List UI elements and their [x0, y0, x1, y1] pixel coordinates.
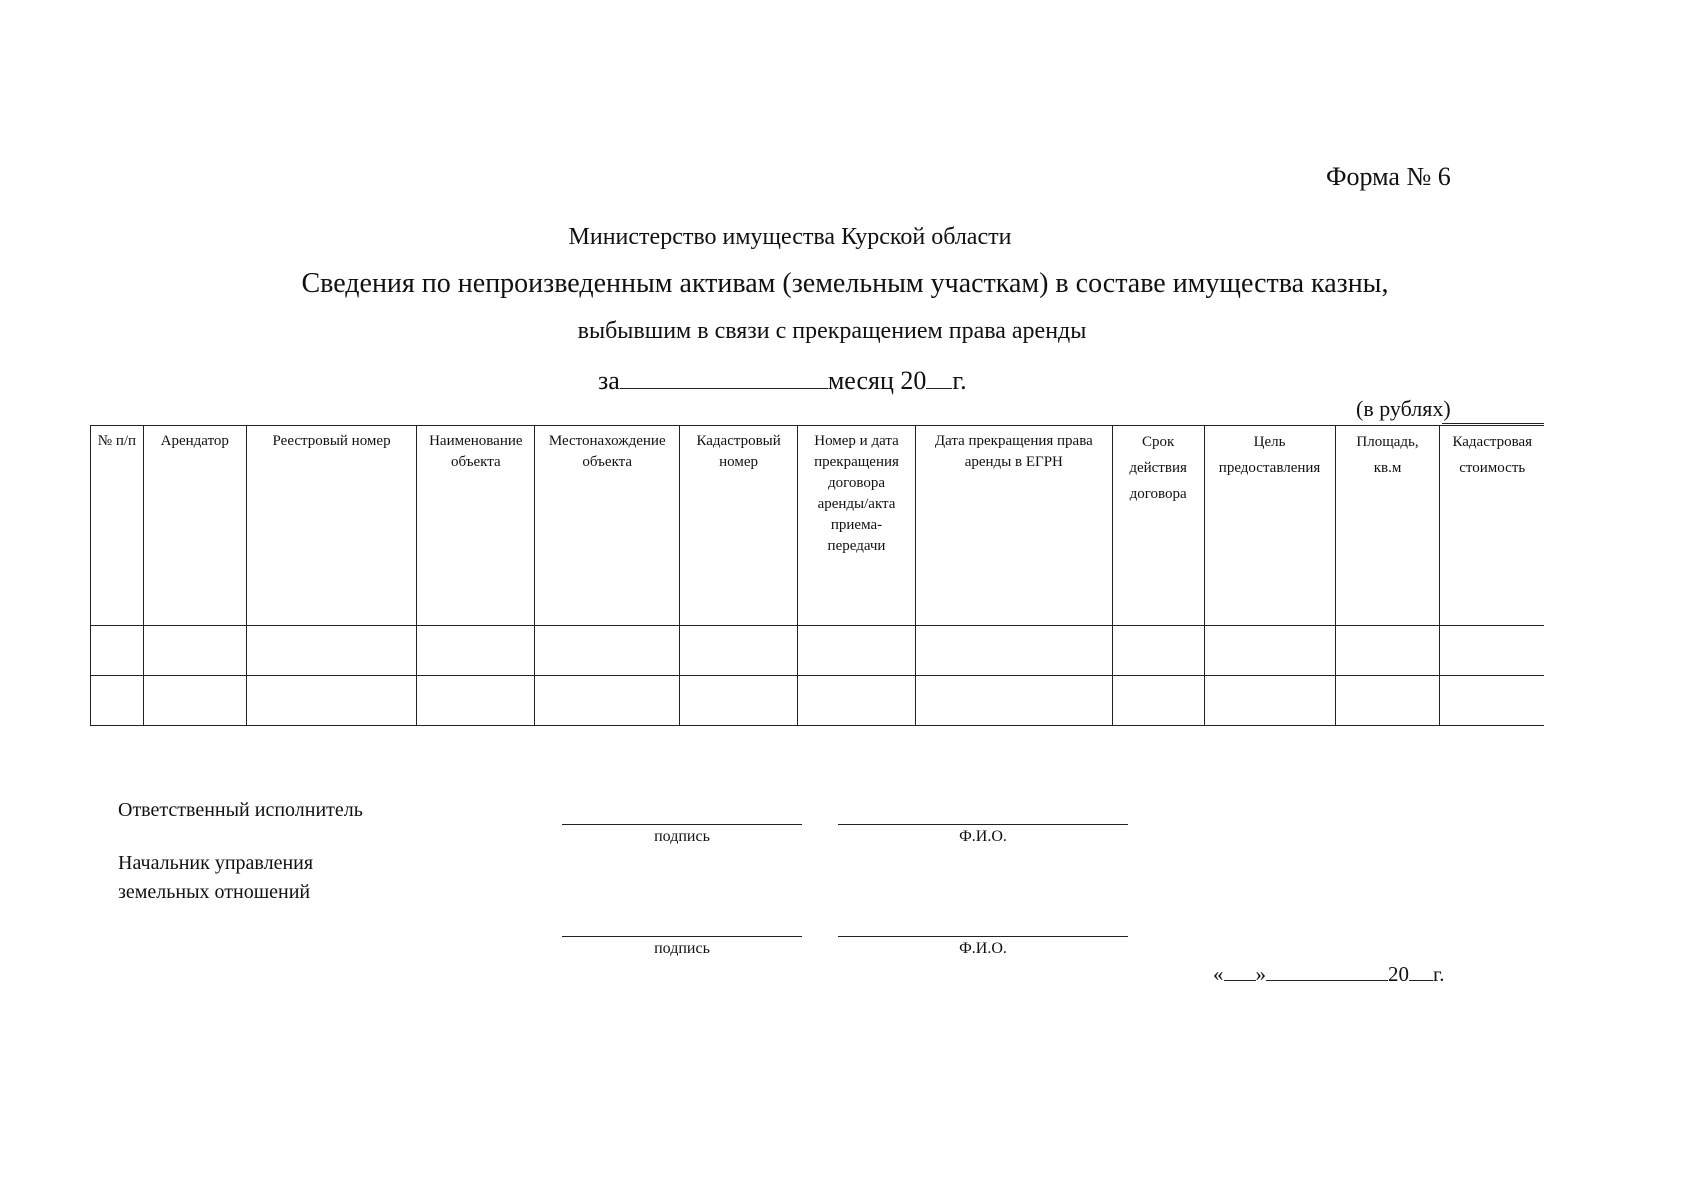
period-prefix: за: [598, 366, 620, 395]
table-cell[interactable]: [91, 626, 144, 676]
reporting-period: [598, 364, 967, 396]
date-suffix: г.: [1433, 962, 1445, 986]
table-cell[interactable]: [1112, 676, 1204, 726]
table-cell[interactable]: [143, 626, 246, 676]
table-cell[interactable]: [798, 676, 916, 726]
table-cell[interactable]: [246, 626, 417, 676]
table-cell[interactable]: [1440, 626, 1544, 676]
responsible-executor-label: Ответственный исполнитель: [118, 799, 363, 821]
signature-field[interactable]: [562, 824, 802, 825]
column-header: Цель предоставления: [1204, 426, 1335, 626]
signature-field[interactable]: [562, 936, 802, 937]
table-cell[interactable]: [915, 676, 1112, 726]
period-middle: месяц 20: [827, 366, 927, 395]
form-number: Форма № 6: [1326, 162, 1451, 191]
column-header: № п/п: [91, 426, 144, 626]
month-blank-field[interactable]: [1266, 962, 1388, 981]
table-cell[interactable]: [143, 676, 246, 726]
table-cell[interactable]: [1440, 676, 1544, 726]
ministry-name: Министерство имущества Курской области: [568, 224, 1012, 250]
table-cell[interactable]: [915, 626, 1112, 676]
assets-table: [90, 425, 1544, 726]
column-header: Площадь, кв.м: [1335, 426, 1440, 626]
table-cell[interactable]: [680, 676, 798, 726]
column-header: Наименование объекта: [417, 426, 535, 626]
full-name-field[interactable]: [838, 824, 1128, 825]
column-header: Реестровый номер: [246, 426, 417, 626]
table-cell[interactable]: [246, 676, 417, 726]
period-suffix: г.: [952, 366, 967, 395]
table-cell[interactable]: [535, 626, 680, 676]
table-cell[interactable]: [417, 626, 535, 676]
year-blank-field[interactable]: [926, 364, 952, 389]
table-cell[interactable]: [535, 676, 680, 726]
department-head-label-line2: земельных отношений: [118, 881, 311, 903]
table-header-row: [91, 426, 1545, 626]
date-year: 20: [1388, 962, 1409, 986]
department-head-label-line1: Начальник управления: [118, 852, 314, 874]
table-top-extension: [1442, 423, 1544, 424]
date-open-quote: «: [1213, 962, 1224, 986]
column-header: Номер и дата прекращения договора аренды/акта приема-передачи: [798, 426, 916, 626]
month-blank-field[interactable]: [620, 364, 828, 389]
table-cell[interactable]: [417, 676, 535, 726]
table-cell[interactable]: [1204, 626, 1335, 676]
table-cell[interactable]: [1112, 626, 1204, 676]
table-cell[interactable]: [1335, 676, 1440, 726]
signing-date: [1213, 962, 1445, 987]
signature-caption: подпись: [654, 940, 710, 957]
full-name-caption: Ф.И.О.: [959, 940, 1007, 957]
document-title-line1: Сведения по непроизведенным активам (земельным участкам) в составе имущества казны,: [301, 268, 1389, 299]
table-cell[interactable]: [798, 626, 916, 676]
table-row: [91, 626, 1545, 676]
day-blank-field[interactable]: [1224, 962, 1256, 981]
column-header: Срок действия договора: [1112, 426, 1204, 626]
full-name-caption: Ф.И.О.: [959, 828, 1007, 845]
date-close-quote: »: [1255, 962, 1266, 986]
table-cell[interactable]: [1335, 626, 1440, 676]
column-header: Местонахождение объекта: [535, 426, 680, 626]
table-cell[interactable]: [680, 626, 798, 676]
table-cell[interactable]: [91, 676, 144, 726]
full-name-field[interactable]: [838, 936, 1128, 937]
units-note: (в рублях): [1356, 396, 1451, 421]
column-header: Арендатор: [143, 426, 246, 626]
signature-caption: подпись: [654, 828, 710, 845]
year-blank-field[interactable]: [1409, 962, 1433, 981]
column-header: Дата прекращения права аренды в ЕГРН: [915, 426, 1112, 626]
table-row: [91, 676, 1545, 726]
document-title-line2: выбывшим в связи с прекращением права аренды: [577, 318, 1087, 344]
column-header: Кадастровая стоимость: [1440, 426, 1544, 626]
table-cell[interactable]: [1204, 676, 1335, 726]
column-header: Кадастровый номер: [680, 426, 798, 626]
